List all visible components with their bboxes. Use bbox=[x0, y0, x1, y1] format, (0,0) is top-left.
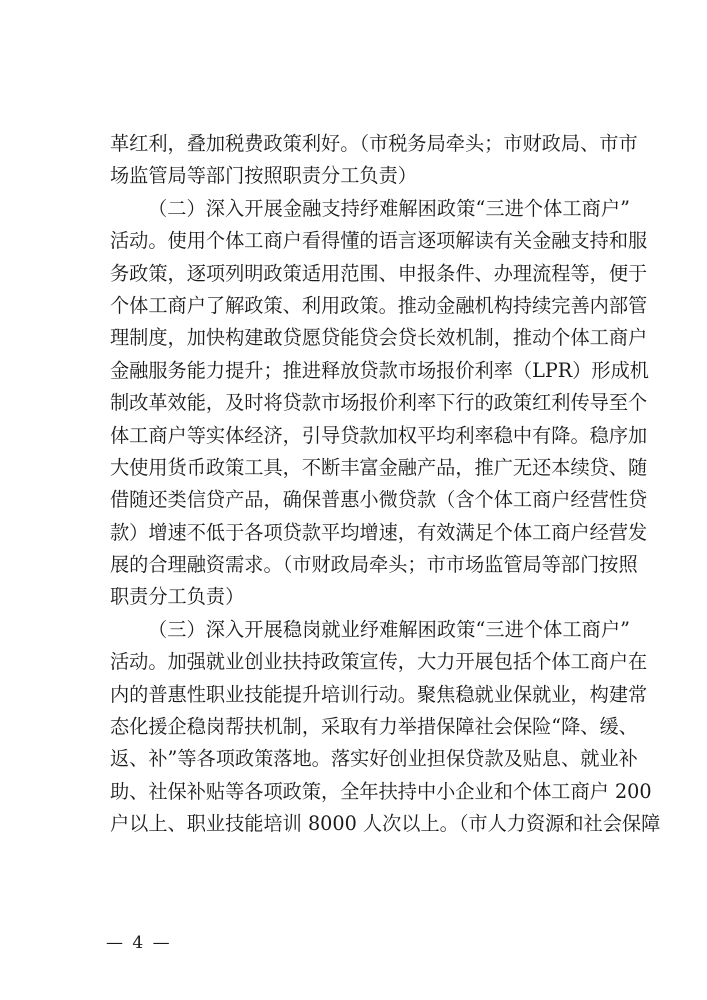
text-line: 务政策，逐项列明政策适用范围、申报条件、办理流程等，便于 bbox=[110, 261, 648, 285]
text-line: 借随还类信贷产品，确保普惠小微贷款（含个体工商户经营性贷 bbox=[110, 488, 648, 512]
text-line: 场监管局等部门按照职责分工负责） bbox=[110, 164, 417, 188]
text-line: 革红利，叠加税费政策利好。（市税务局牵头；市财政局、市市 bbox=[110, 132, 638, 155]
document-body bbox=[110, 128, 661, 841]
text-line: 体工商户等实体经济，引导贷款加权平均利率稳中有降。稳序加 bbox=[110, 423, 648, 447]
text-line: 活动。加强就业创业扶持政策宣传，大力开展包括个体工商户在 bbox=[110, 650, 648, 674]
text-line: 返、补”等各项政策落地。落实好创业担保贷款及贴息、就业补 bbox=[110, 747, 638, 771]
text-line: 助、社保补贴等各项政策，全年扶持中小企业和个体工商户 200 bbox=[110, 779, 652, 803]
paragraph-tax-continued bbox=[110, 128, 638, 193]
section-heading-3: （三）深入开展稳岗就业纾难解困政策“三进个体工商户” bbox=[148, 617, 630, 641]
paragraph-financial-support bbox=[110, 193, 649, 614]
text-line: 活动。使用个体工商户看得懂的语言逐项解读有关金融支持和服 bbox=[110, 229, 648, 253]
text-line: 理制度，加快构建敢贷愿贷能贷会贷长效机制，推动个体工商户 bbox=[110, 326, 648, 350]
text-line: 大使用货币政策工具，不断丰富金融产品，推广无还本续贷、随 bbox=[110, 455, 648, 479]
text-line: 展的合理融资需求。（市财政局牵头；市市场监管局等部门按照 bbox=[110, 553, 638, 577]
text-line: 制改革效能，及时将贷款市场报价利率下行的政策红利传导至个 bbox=[110, 391, 648, 415]
text-line: 金融服务能力提升；推进释放贷款市场报价利率（LPR）形成机 bbox=[110, 358, 649, 382]
text-line: 款）增速不低于各项贷款平均增速，有效满足个体工商户经营发 bbox=[110, 520, 648, 544]
text-line: 职责分工负责） bbox=[110, 585, 245, 609]
text-line: 个体工商户了解政策、利用政策。推动金融机构持续完善内部管 bbox=[110, 293, 648, 317]
paragraph-employment-support bbox=[110, 614, 661, 841]
text-line: 内的普惠性职业技能提升培训行动。聚焦稳就业保就业，构建常 bbox=[110, 682, 648, 706]
section-heading-2: （二）深入开展金融支持纾难解困政策“三进个体工商户” bbox=[148, 196, 630, 220]
text-line: 态化援企稳岗帮扶机制，采取有力举措保障社会保险“降、缓、 bbox=[110, 715, 638, 739]
text-line: 户以上、职业技能培训 8000 人次以上。（市人力资源和社会保障 bbox=[110, 812, 661, 836]
page-number: — 4 — bbox=[106, 933, 172, 953]
